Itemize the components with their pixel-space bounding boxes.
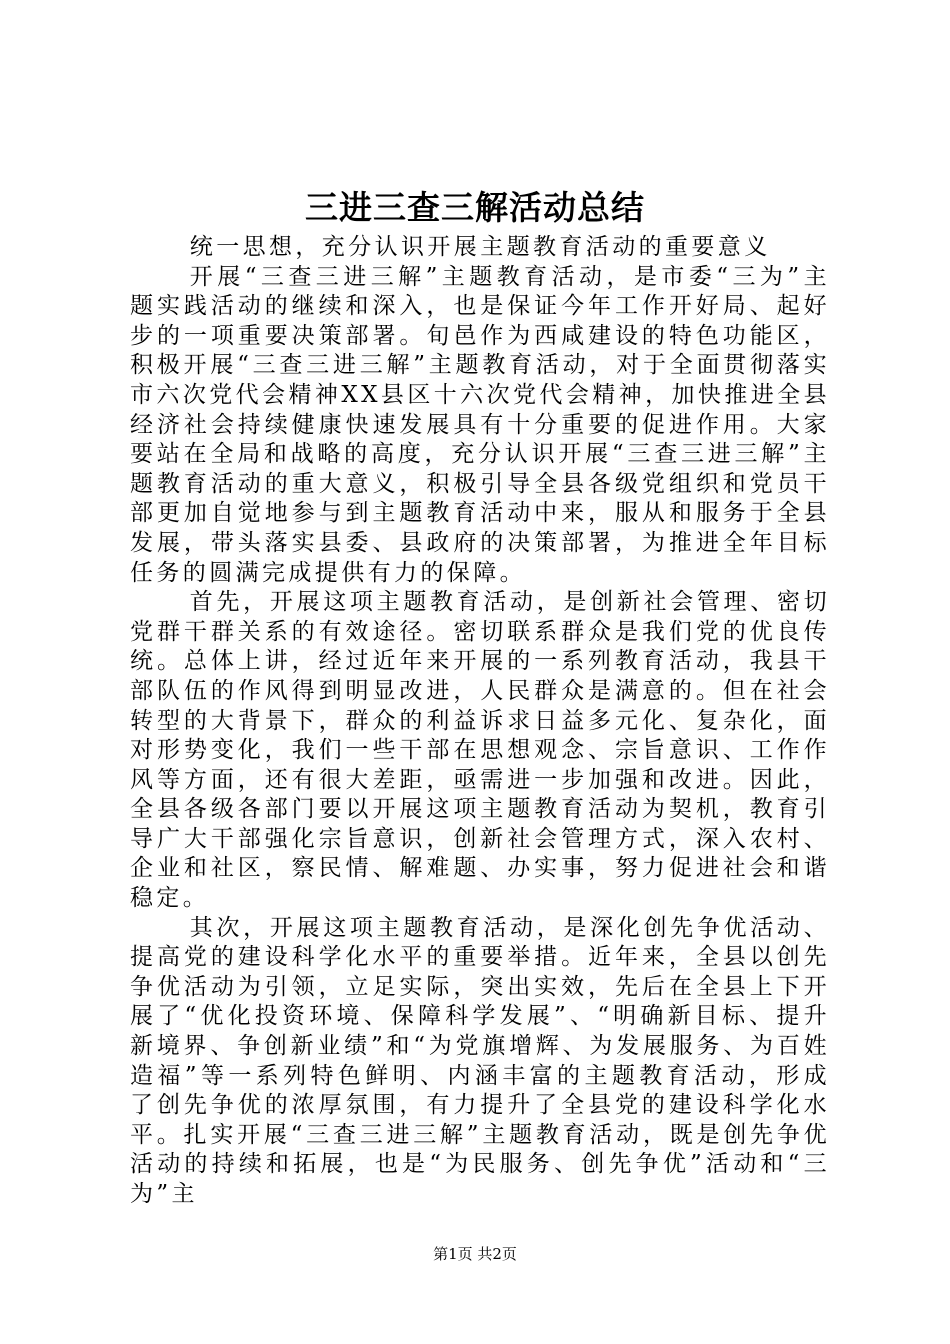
body-paragraph: 其次，开展这项主题教育活动，是深化创先争优活动、提高党的建设科学化水平的重要举措。近年来，全县以创先争优活动为引领，立足实际，突出实效，先后在全县上下开展了“优化投资环境、保障科学发展”、“明确新目标、提升新境界、争创新业绩”和“为党旗增辉、为发展服务、为百姓造福”等一系列特色鲜明、内涵丰富的主题教育活动，形成了创先争优的浓厚氛围，有力提升了全县党的建设科学化水平。扎实开展“三查三进三解”主题教育活动，既是创先争优活动的持续和拓展，也是“为民服务、创先争优”活动和“三为”主 bbox=[130, 914, 830, 1207]
section-heading: 统一思想，充分认识开展主题教育活动的重要意义 bbox=[189, 234, 771, 260]
page-footer: 第1页 共2页 bbox=[433, 1245, 517, 1263]
document-title: 三进三查三解活动总结 bbox=[305, 188, 645, 227]
body-paragraph: 开展“三查三进三解”主题教育活动，是市委“三为”主题实践活动的继续和深入，也是保证今年工作开好局、起好步的一项重要决策部署。旬邑作为西咸建设的特色功能区，积极开展“三查三进三解”主题教育活动，对于全面贯彻落实市六次党代会精神XX县区十六次党代会精神，加快推进全县经济社会持续健康快速发展具有十分重要的促进作用。大家要站在全局和战略的高度，充分认识开展“三查三进三解”主题教育活动的重大意义，积极引导全县各级党组织和党员干部更加自觉地参与到主题教育活动中来，服从和服务于全县发展，带头落实县委、县政府的决策部署，为推进全年目标任务的圆满完成提供有力的保障。 bbox=[130, 263, 830, 586]
body-paragraph: 首先，开展这项主题教育活动，是创新社会管理、密切党群干群关系的有效途径。密切联系群众是我们党的优良传统。总体上讲，经过近年来开展的一系列教育活动，我县干部队伍的作风得到明显改进，人民群众是满意的。但在社会转型的大背景下，群众的利益诉求日益多元化、复杂化，面对形势变化，我们一些干部在思想观念、宗旨意识、工作作风等方面，还有很大差距，亟需进一步加强和改进。因此，全县各级各部门要以开展这项主题教育活动为契机，教育引导广大干部强化宗旨意识，创新社会管理方式，深入农村、企业和社区，察民情、解难题、办实事，努力促进社会和谐稳定。 bbox=[130, 589, 830, 912]
document-body bbox=[130, 233, 830, 1210]
